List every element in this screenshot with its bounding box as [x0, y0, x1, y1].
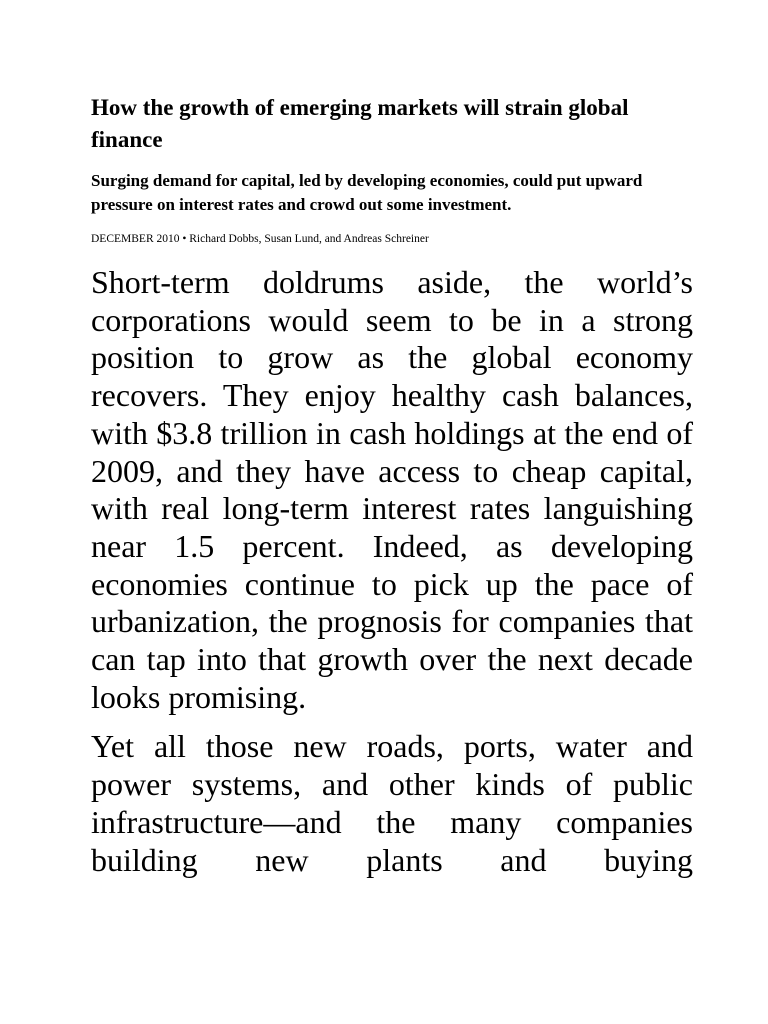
article-title: How the growth of emerging markets will strain global finance — [91, 95, 629, 152]
body-paragraph-1: Short-term doldrums aside, the world’s corporations would seem to be in a strong position to grow as the global economy recovers. They enjoy healthy cash balances, with $3.8 trillion in cash holdings at the end of 2009, and they have access to cheap capital, with real long-term interest rates languishing near 1.5 percent. Indeed, as developing economies continue to pick up the pace of urbanization, the prognosis for companies that can tap into that growth over the next decade looks promising. — [91, 264, 693, 715]
article-byline: DECEMBER 2010 • Richard Dobbs, Susan Lund, and Andreas Schreiner — [91, 233, 429, 245]
body-paragraph-2: Yet all those new roads, ports, water and power systems, and other kinds of public infrastructure—and the many companies building new plants and buying — [91, 728, 693, 878]
article-subtitle: Surging demand for capital, led by developing economies, could put upward pressure on interest rates and crowd out some investment. — [91, 171, 643, 214]
